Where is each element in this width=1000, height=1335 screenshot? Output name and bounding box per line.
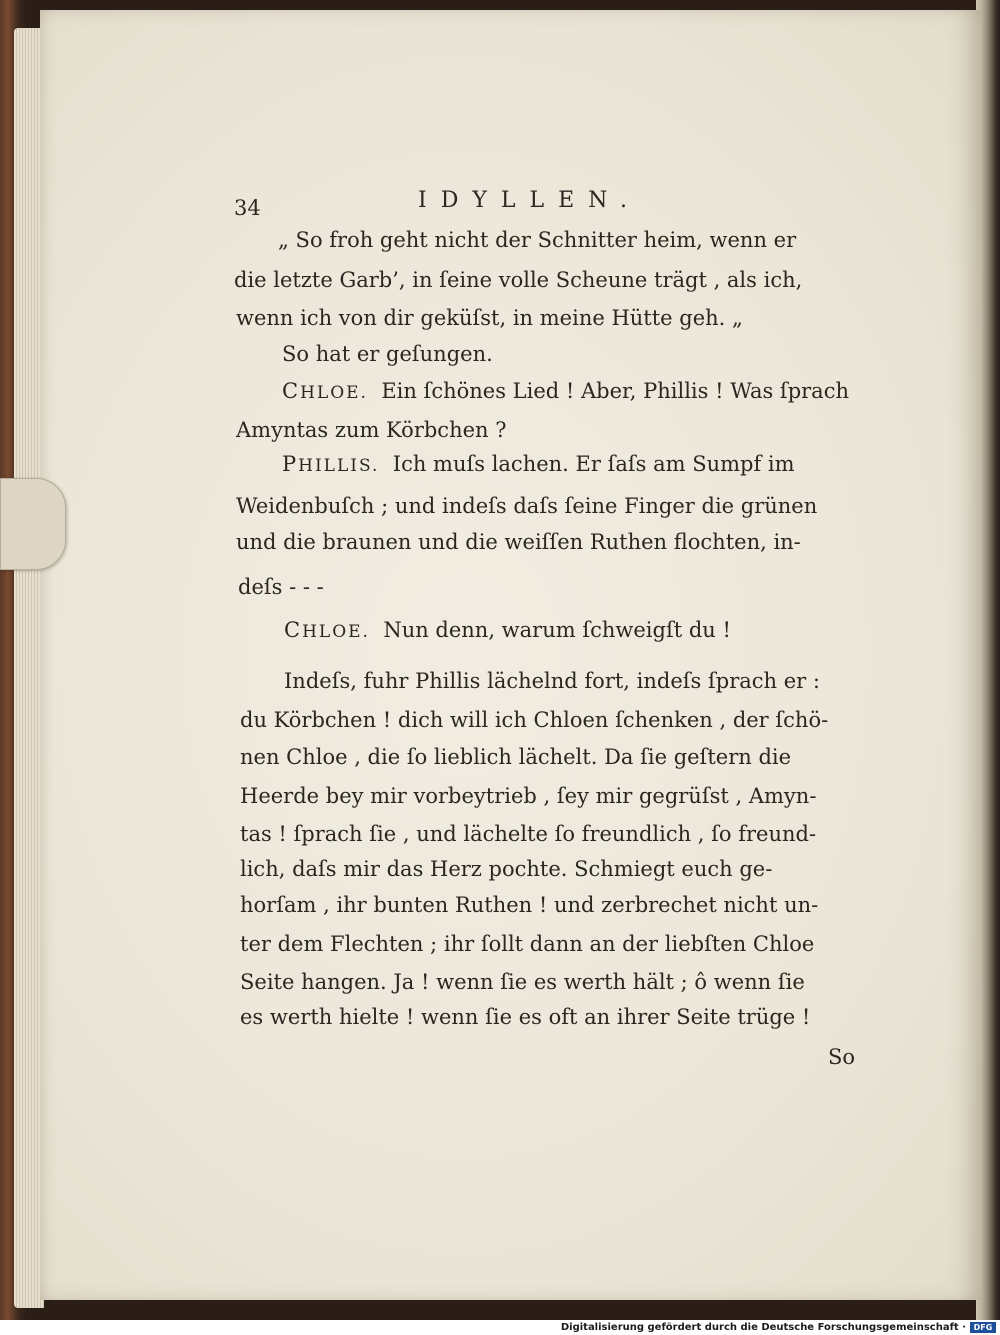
text-line: und die braunen und die weiſſen Ruthen flochten, in- bbox=[236, 530, 801, 554]
speech-text: Nun denn, warum ſchweigſt du ! bbox=[383, 618, 731, 642]
text-line: So hat er geſungen. bbox=[282, 342, 493, 366]
text-line: Weidenbuſch ; und indeſs daſs ſeine Finger die grünen bbox=[236, 494, 818, 518]
bookmark-tab bbox=[0, 478, 66, 570]
page-number: 34 bbox=[234, 196, 261, 220]
text-line: Seite hangen. Ja ! wenn ſie es werth hält ; ô wenn ſie bbox=[240, 970, 805, 994]
speaker-line bbox=[282, 379, 849, 403]
running-title: IDYLLEN. bbox=[418, 188, 641, 213]
text-line: die letzte Garb’, in ſeine volle Scheune trägt , als ich, bbox=[234, 268, 803, 292]
footer-credit: Digitalisierung gefördert durch die Deutsche Forschungsgemeinschaft · bbox=[560, 1322, 966, 1333]
speech-text: Ein ſchönes Lied ! Aber, Phillis ! Was ſprach bbox=[381, 379, 849, 403]
speaker-chloe: CHLOE. bbox=[282, 379, 368, 403]
text-line: Indeſs, fuhr Phillis lächelnd fort, indeſs ſprach er : bbox=[284, 669, 820, 693]
text-line: „ So froh geht nicht der Schnitter heim, wenn er bbox=[278, 228, 797, 252]
text-line: du Körbchen ! dich will ich Chloen ſchenken , der ſchö- bbox=[240, 708, 829, 732]
text-line: wenn ich von dir geküſst, in meine Hütte geh. „ bbox=[236, 306, 743, 330]
dfg-logo-icon: DFG bbox=[970, 1322, 996, 1333]
digitization-footer bbox=[0, 1320, 1000, 1335]
speech-text: Ich muſs lachen. Er ſaſs am Sumpf im bbox=[392, 452, 795, 476]
text-line: Amyntas zum Körbchen ? bbox=[236, 418, 507, 442]
text-line: ter dem Flechten ; ihr ſollt dann an der liebſten Chloe bbox=[240, 932, 815, 956]
text-line: deſs - - - bbox=[238, 575, 324, 599]
text-line: es werth hielte ! wenn ſie es oft an ihrer Seite trüge ! bbox=[240, 1005, 811, 1029]
speaker-chloe: CHLOE. bbox=[284, 618, 370, 642]
text-line: horſam , ihr bunten Ruthen ! und zerbrechet nicht un- bbox=[240, 893, 819, 917]
catchword: So bbox=[828, 1045, 856, 1069]
text-line: Heerde bey mir vorbeytrieb , ſey mir gegrüſst , Amyn- bbox=[240, 784, 817, 808]
text-line: tas ! ſprach ſie , und lächelte ſo freundlich , ſo freund- bbox=[240, 822, 817, 846]
speaker-phillis: PHILLIS. bbox=[282, 452, 380, 476]
speaker-line bbox=[282, 452, 795, 476]
speaker-line bbox=[284, 618, 731, 642]
text-line: lich, daſs mir das Herz pochte. Schmiegt euch ge- bbox=[240, 857, 773, 881]
text-line: nen Chloe , die ſo lieblich lächelt. Da ſie geſtern die bbox=[240, 745, 792, 769]
